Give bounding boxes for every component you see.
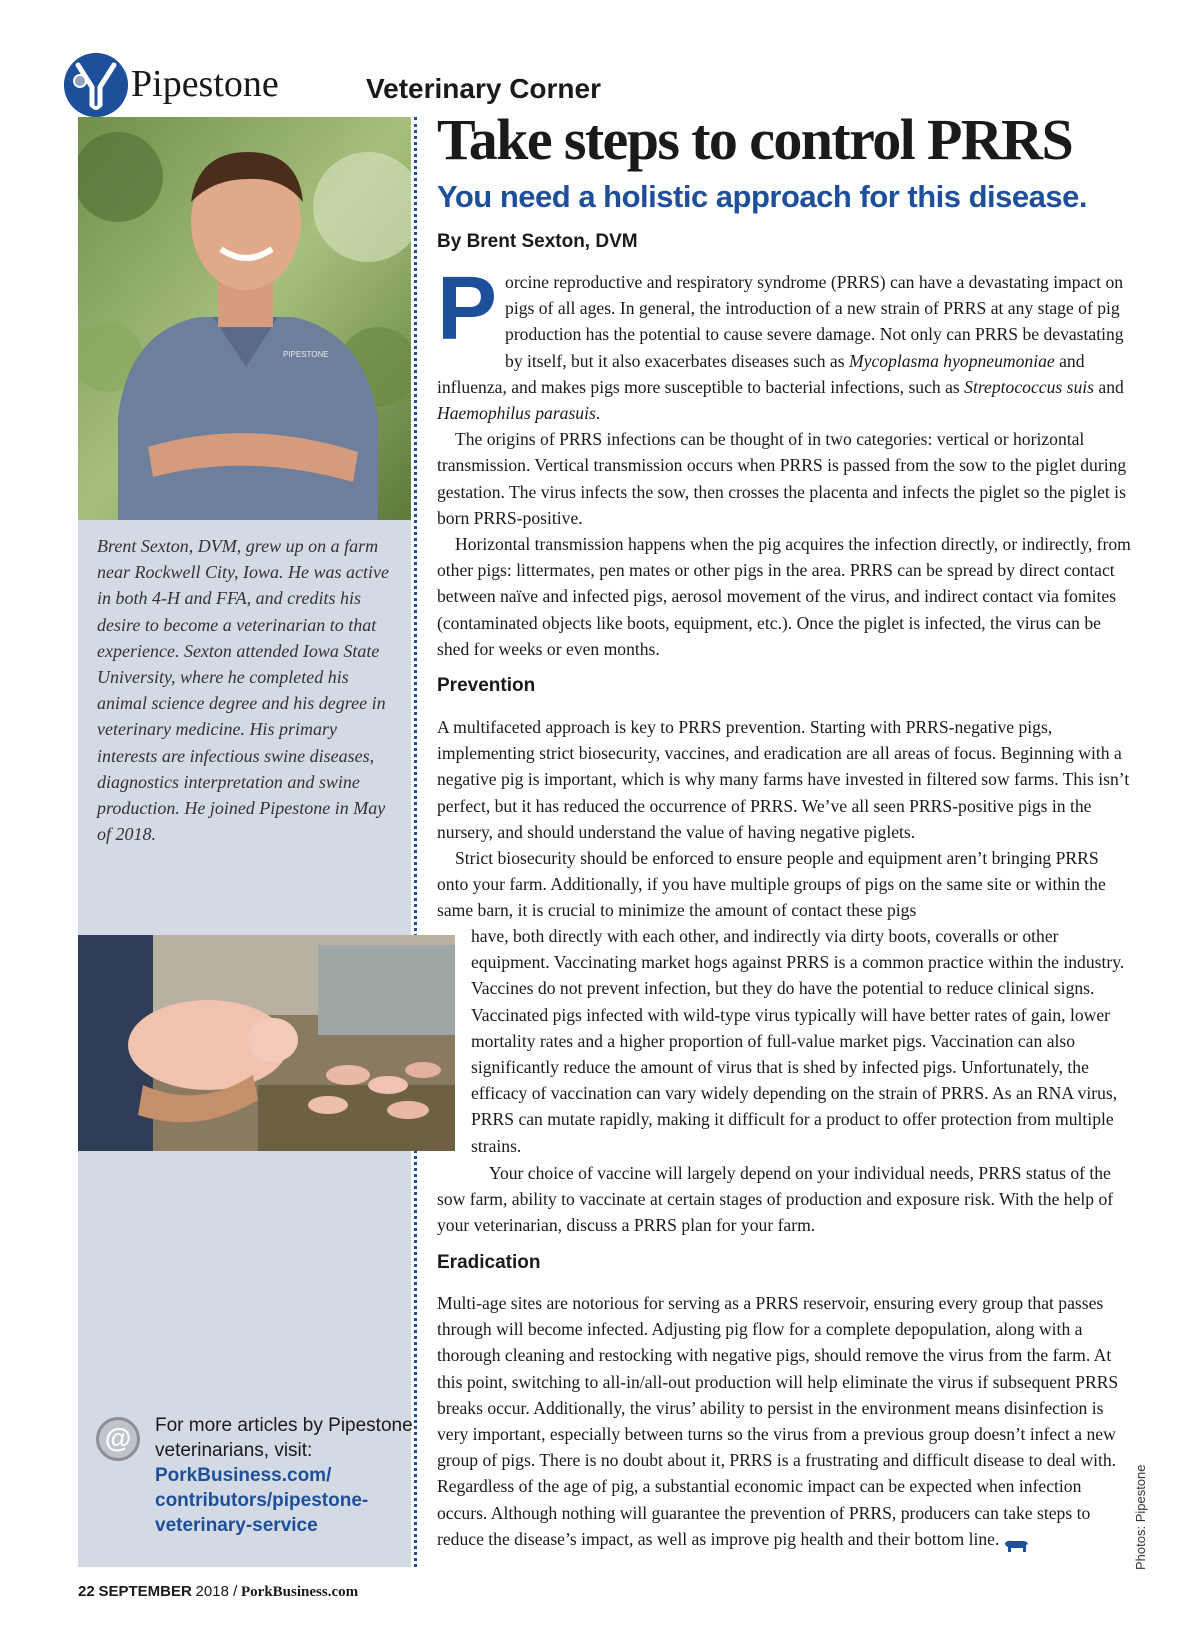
eradication-heading: Eradication <box>437 1252 541 1273</box>
intro-text-2: and influenza, and makes pigs more susceptible to bacterial infections, such as <box>437 350 1085 397</box>
intro-text: orcine reproductive and respiratory syndrome (PRRS) can have a devastating impact on pigs of all ages. In general, the introduction of a new strain of PRRS at any stage of pig production has the potential to cause severe damage. Not only can PRRS be devastating by itself, but it also exacerbates diseases such as <box>505 272 1124 371</box>
prevention-wrap-section <box>471 923 1133 1159</box>
prevention-paragraph-1: A multifaceted approach is key to PRRS prevention. Starting with PRRS-negative pigs, implementing strict biosecurity, vaccines, and eradication are all areas of focus. Beginning with a negative pig is important, which is why many farms have invested in filtered sow farms. This isn’t perfect, but it has reduced the occurrence of PRRS. We’ve all seen PRRS-positive pigs in the nursery, and should understand the value of having negative piglets. <box>437 717 1130 842</box>
origins-paragraph: The origins of PRRS infections can be thought of in two categories: vertical or horizontal transmission. Vertical transmission occurs when PRRS is passed from the sow to the piglet during gestation. The virus infects the sow, then crosses the placenta and infects the piglet so the piglet is born PRRS-positive. <box>437 429 1127 528</box>
article-deck: You need a holistic approach for this disease. <box>437 179 1087 214</box>
eradication-text: Multi-age sites are notorious for serving as a PRRS reservoir, ensuring every group that passes through will become infected. Adjusting pig flow for a complete depopulation, along with a thorough cleaning and restocking with negative pigs, should remove the virus from the farm. At this point, switching to all-in/all-out production will help eliminate the virus if subsequent PRRS breaks occur. Additionally, the virus’ ability to persist in the environment means disinfection is very important, especially between turns so the virus from a previous group doesn’t infect a new group of pigs. There is no doubt about it, PRRS is a frustrating and difficult disease to deal with. Regardless of the age of pig, a substantial economic impact can be expected when infection occurs. Although nothing will guarantee the prevention of PRRS, producers can take steps to reduce the disease’s impact, as well as improve pig health and their bottom line. <box>437 1293 1119 1549</box>
pig-end-mark-icon <box>1003 1534 1029 1548</box>
eradication-section <box>437 1290 1133 1552</box>
photo-credit: Photos: Pipestone <box>1133 1464 1148 1570</box>
prevention-paragraph-3: Your choice of vaccine will largely depend on your individual needs, PRRS status of the sow farm, ability to vaccinate at certain stages of production and exposure risk. With the help of your veterinarian, discuss a PRRS plan for your farm. <box>437 1163 1114 1236</box>
intro-and: and <box>1094 376 1124 397</box>
pipestone-logo-icon <box>64 53 128 117</box>
page-number: 22 <box>78 1583 95 1600</box>
prevention-paragraph-2a: Strict biosecurity should be enforced to ensure people and equipment aren’t bringing PRRS onto your farm. Additionally, if you have multiple groups of pigs on the same site or within the same barn, it is crucial to minimize the amount of contact these pigs <box>437 848 1106 921</box>
author-portrait <box>78 117 411 520</box>
horizontal-paragraph: Horizontal transmission happens when the pig acquires the infection directly, or indirectly, from other pigs: littermates, pen mates or other pigs in the area. PRRS can be spread by direct contact between naïve and infected pigs, aerosol movement of the virus, and indirect contact via fomites (contaminated objects like boots, equipment, etc.). Once the piglet is infected, the virus can be shed for weeks or even months. <box>437 534 1131 659</box>
species-name-3: Haemophilus parasuis <box>437 403 596 424</box>
article-headline: Take steps to control PRRS <box>437 107 1073 172</box>
species-name-2: Streptococcus suis <box>964 376 1094 397</box>
prevention-section <box>437 714 1133 924</box>
more-articles-link[interactable]: PorkBusiness.com/ contributors/pipestone-veterinary-service <box>155 1465 369 1536</box>
prevention-end-section <box>437 1160 1133 1239</box>
prevention-heading: Prevention <box>437 675 536 696</box>
intro-section <box>437 259 1133 662</box>
intro-end: . <box>595 403 601 424</box>
species-name: Mycoplasma hyopneumoniae <box>849 350 1055 371</box>
intro-paragraph <box>437 259 1133 426</box>
footer-site: PorkBusiness.com <box>241 1584 359 1600</box>
more-articles-prefix: For more articles by Pipestone veterinarians, visit: <box>155 1415 413 1461</box>
author-bio: Brent Sexton, DVM, grew up on a farm near Rockwell City, Iowa. He was active in both 4-H and FFA, and credits his desire to become a veterinarian to that experience. Sexton attended Iowa State University, where he completed his animal science degree and his degree in veterinary medicine. His primary interests are infectious swine diseases, diagnostics interpretation and swine production. He joined Pipestone in May of 2018. <box>97 536 389 845</box>
at-icon: @ <box>96 1417 140 1461</box>
more-articles-text <box>155 1413 417 1538</box>
prevention-paragraph-2b: have, both directly with each other, and indirectly via dirty boots, coveralls or other equipment. Vaccinating market hogs against PRRS is a common practice within the industry. Vaccines do not prevent infection, but they do have the potential to reduce clinical signs. Vaccinated pigs infected with wild-type virus typically will have better rates of gain, lower mortality rates and a higher proportion of full-value market pigs. Vaccination can also significantly reduce the amount of virus that is shed by infected pigs. Unfortunately, the efficacy of vaccination can vary widely depending on the strain of PRRS. As an RNA virus, PRRS can mutate rapidly, making it difficult for a product to offer protection from multiple strains. <box>471 926 1125 1156</box>
drop-cap: P <box>437 259 498 359</box>
more-articles-box <box>96 1413 413 1536</box>
brand-name: Pipestone <box>131 63 279 105</box>
section-name: Veterinary Corner <box>366 73 601 104</box>
issue-month: SEPTEMBER <box>98 1583 192 1600</box>
farm-photo <box>78 935 455 1151</box>
page-footer <box>78 1583 358 1601</box>
issue-year: 2018 / <box>195 1583 238 1600</box>
article-byline: By Brent Sexton, DVM <box>437 231 638 252</box>
shirt-logo: PIPESTONE <box>283 350 329 359</box>
eradication-paragraph <box>437 1290 1133 1552</box>
dotted-divider <box>414 117 417 1567</box>
